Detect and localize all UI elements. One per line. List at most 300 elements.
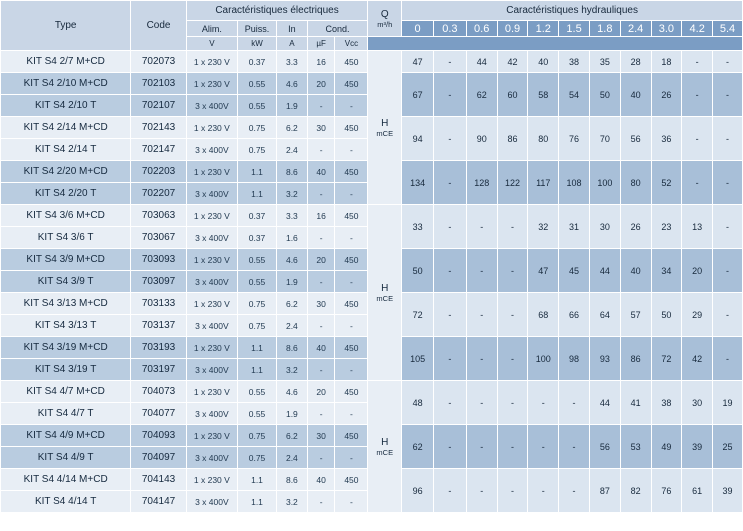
cell-head-7: 41	[620, 381, 651, 425]
cell-type: KIT S4 4/9 T	[1, 447, 131, 469]
cell-head-5: 98	[559, 337, 590, 381]
cell-alim: 3 x 400V	[186, 491, 237, 513]
cell-head-7: 28	[620, 51, 651, 73]
cell-in: 1.9	[277, 95, 308, 117]
cell-alim: 3 x 400V	[186, 359, 237, 381]
cell-type: KIT S4 3/19 M+CD	[1, 337, 131, 359]
cell-head-10: -	[713, 117, 743, 161]
cell-code: 704093	[131, 425, 186, 447]
cell-alim: 1 x 230 V	[186, 117, 237, 139]
unit-cond-uf: µF	[307, 37, 335, 51]
cell-head-3: 122	[497, 161, 528, 205]
cell-cond-vcc: 450	[335, 205, 368, 227]
cell-head-8: 72	[651, 337, 682, 381]
cell-code: 703193	[131, 337, 186, 359]
cell-in: 1.9	[277, 271, 308, 293]
cell-in: 3.2	[277, 491, 308, 513]
cell-puiss: 0.55	[238, 249, 277, 271]
cell-cond-vcc: 450	[335, 381, 368, 403]
cell-in: 1.6	[277, 227, 308, 249]
cell-alim: 1 x 230 V	[186, 293, 237, 315]
cell-head-5: 108	[559, 161, 590, 205]
cell-type: KIT S4 3/9 M+CD	[1, 249, 131, 271]
cell-puiss: 0.75	[238, 139, 277, 161]
cell-alim: 1 x 230 V	[186, 249, 237, 271]
group-header-electrical: Caractéristiques électriques	[186, 1, 368, 21]
cell-head-3: -	[497, 293, 528, 337]
cell-head-7: 57	[620, 293, 651, 337]
cell-type: KIT S4 2/7 M+CD	[1, 51, 131, 73]
cell-cond-uf: -	[307, 315, 335, 337]
cell-head-2: -	[466, 425, 497, 469]
cell-cond-vcc: -	[335, 95, 368, 117]
h-label: H	[381, 282, 389, 294]
cell-code: 704077	[131, 403, 186, 425]
cell-puiss: 0.75	[238, 117, 277, 139]
cell-in: 8.6	[277, 337, 308, 359]
cell-head-1: -	[433, 117, 466, 161]
cell-head-10: -	[713, 161, 743, 205]
cell-head-3: -	[497, 425, 528, 469]
cell-head-0: 72	[402, 293, 434, 337]
cell-head-4: 47	[528, 249, 559, 293]
cell-head-5: -	[559, 381, 590, 425]
cell-code: 704143	[131, 469, 186, 491]
cell-head-0: 48	[402, 381, 434, 425]
cell-puiss: 0.37	[238, 227, 277, 249]
h-unit-cell	[368, 205, 402, 381]
cell-alim: 1 x 230 V	[186, 161, 237, 183]
cell-head-6: 70	[589, 117, 620, 161]
cell-type: KIT S4 4/14 T	[1, 491, 131, 513]
flow-header-7: 2.4	[620, 21, 651, 37]
cell-alim: 3 x 400V	[186, 139, 237, 161]
cell-cond-vcc: 450	[335, 469, 368, 491]
cell-alim: 3 x 400V	[186, 95, 237, 117]
q-unit: m³/h	[377, 19, 393, 29]
cell-head-4: 40	[528, 51, 559, 73]
cell-head-7: 82	[620, 469, 651, 513]
cell-head-2: 128	[466, 161, 497, 205]
cell-cond-uf: -	[307, 227, 335, 249]
cell-head-7: 40	[620, 73, 651, 117]
cell-head-9: -	[682, 161, 713, 205]
cell-puiss: 0.37	[238, 51, 277, 73]
cell-puiss: 1.1	[238, 359, 277, 381]
cell-alim: 3 x 400V	[186, 447, 237, 469]
cell-head-8: 76	[651, 469, 682, 513]
cell-cond-uf: -	[307, 447, 335, 469]
cell-puiss: 1.1	[238, 183, 277, 205]
cell-head-3: -	[497, 205, 528, 249]
cell-head-4: 80	[528, 117, 559, 161]
cell-head-0: 134	[402, 161, 434, 205]
cell-head-5: -	[559, 469, 590, 513]
cell-alim: 3 x 400V	[186, 271, 237, 293]
cell-in: 3.2	[277, 359, 308, 381]
cell-head-3: -	[497, 381, 528, 425]
cell-cond-vcc: -	[335, 447, 368, 469]
cell-type: KIT S4 4/7 T	[1, 403, 131, 425]
flow-header-9: 4.2	[682, 21, 713, 37]
cell-cond-vcc: -	[335, 359, 368, 381]
unit-alim: V	[186, 37, 237, 51]
cell-head-3: 60	[497, 73, 528, 117]
cell-puiss: 1.1	[238, 469, 277, 491]
cell-type: KIT S4 2/14 T	[1, 139, 131, 161]
cell-head-2: 90	[466, 117, 497, 161]
cell-type: KIT S4 3/19 T	[1, 359, 131, 381]
cell-cond-uf: 16	[307, 51, 335, 73]
cell-head-6: 35	[589, 51, 620, 73]
cell-head-7: 53	[620, 425, 651, 469]
cell-type: KIT S4 2/10 T	[1, 95, 131, 117]
cell-head-4: 68	[528, 293, 559, 337]
cell-alim: 3 x 400V	[186, 183, 237, 205]
cell-head-2: -	[466, 337, 497, 381]
cell-in: 8.6	[277, 161, 308, 183]
cell-cond-vcc: -	[335, 227, 368, 249]
cell-head-2: 62	[466, 73, 497, 117]
cell-cond-vcc: -	[335, 491, 368, 513]
cell-cond-uf: -	[307, 183, 335, 205]
cell-head-0: 96	[402, 469, 434, 513]
unit-in: A	[277, 37, 308, 51]
cell-head-1: -	[433, 249, 466, 293]
cell-puiss: 0.55	[238, 271, 277, 293]
cell-in: 4.6	[277, 381, 308, 403]
group-header-hydraulic: Caractéristiques hydrauliques	[402, 1, 743, 21]
cell-head-4: 117	[528, 161, 559, 205]
cell-head-2: -	[466, 469, 497, 513]
cell-head-3: -	[497, 469, 528, 513]
cell-head-5: -	[559, 425, 590, 469]
table-body	[1, 51, 743, 513]
cell-head-3: 86	[497, 117, 528, 161]
cell-head-7: 86	[620, 337, 651, 381]
cell-head-10: -	[713, 337, 743, 381]
cell-cond-vcc: -	[335, 183, 368, 205]
cell-code: 702207	[131, 183, 186, 205]
cell-head-10: -	[713, 51, 743, 73]
cell-type: KIT S4 3/13 T	[1, 315, 131, 337]
cell-head-4: -	[528, 469, 559, 513]
col-header-code: Code	[131, 1, 186, 51]
cell-head-10: -	[713, 205, 743, 249]
flow-header-5: 1.5	[559, 21, 590, 37]
cell-head-8: 50	[651, 293, 682, 337]
cell-alim: 3 x 400V	[186, 315, 237, 337]
cell-in: 6.2	[277, 425, 308, 447]
cell-puiss: 0.75	[238, 447, 277, 469]
cell-in: 2.4	[277, 447, 308, 469]
hydraulic-spacer	[368, 37, 743, 51]
cell-cond-uf: 16	[307, 205, 335, 227]
cell-head-0: 67	[402, 73, 434, 117]
cell-head-2: -	[466, 293, 497, 337]
cell-in: 1.9	[277, 403, 308, 425]
cell-head-8: 52	[651, 161, 682, 205]
cell-code: 702073	[131, 51, 186, 73]
cell-head-6: 56	[589, 425, 620, 469]
cell-cond-uf: 30	[307, 293, 335, 315]
cell-head-0: 50	[402, 249, 434, 293]
cell-head-1: -	[433, 337, 466, 381]
cell-head-0: 47	[402, 51, 434, 73]
cell-head-3: -	[497, 249, 528, 293]
cell-code: 703067	[131, 227, 186, 249]
cell-head-2: -	[466, 249, 497, 293]
cell-head-2: -	[466, 205, 497, 249]
cell-code: 704073	[131, 381, 186, 403]
cell-cond-vcc: 450	[335, 293, 368, 315]
cell-head-5: 38	[559, 51, 590, 73]
cell-head-4: 32	[528, 205, 559, 249]
cell-head-4: -	[528, 381, 559, 425]
cell-alim: 1 x 230 V	[186, 469, 237, 491]
table-head	[1, 1, 743, 51]
cell-alim: 1 x 230 V	[186, 51, 237, 73]
cell-head-8: 34	[651, 249, 682, 293]
cell-head-10: 19	[713, 381, 743, 425]
cell-head-9: -	[682, 51, 713, 73]
cell-cond-uf: -	[307, 403, 335, 425]
cell-cond-vcc: 450	[335, 425, 368, 447]
cell-puiss: 0.55	[238, 73, 277, 95]
cell-in: 2.4	[277, 315, 308, 337]
cell-cond-uf: -	[307, 491, 335, 513]
cell-cond-uf: 40	[307, 469, 335, 491]
cell-head-5: 31	[559, 205, 590, 249]
cell-head-5: 66	[559, 293, 590, 337]
cell-code: 704147	[131, 491, 186, 513]
cell-head-0: 105	[402, 337, 434, 381]
cell-head-2: -	[466, 381, 497, 425]
cell-head-4: 58	[528, 73, 559, 117]
table-row	[1, 205, 743, 227]
cell-head-10: 39	[713, 469, 743, 513]
cell-cond-uf: 20	[307, 73, 335, 95]
cell-head-6: 93	[589, 337, 620, 381]
cell-cond-vcc: 450	[335, 337, 368, 359]
cell-code: 704097	[131, 447, 186, 469]
cell-puiss: 0.55	[238, 381, 277, 403]
flow-header-0: 0	[402, 21, 434, 37]
cell-puiss: 0.55	[238, 403, 277, 425]
cell-cond-uf: 30	[307, 425, 335, 447]
cell-head-9: 42	[682, 337, 713, 381]
cell-cond-uf: -	[307, 271, 335, 293]
cell-head-1: -	[433, 161, 466, 205]
cell-code: 703093	[131, 249, 186, 271]
cell-puiss: 1.1	[238, 491, 277, 513]
cell-in: 3.3	[277, 51, 308, 73]
cell-type: KIT S4 2/20 M+CD	[1, 161, 131, 183]
cell-cond-vcc: 450	[335, 249, 368, 271]
cell-head-9: 39	[682, 425, 713, 469]
cell-type: KIT S4 3/9 T	[1, 271, 131, 293]
cell-head-1: -	[433, 73, 466, 117]
cell-head-8: 36	[651, 117, 682, 161]
cell-head-5: 76	[559, 117, 590, 161]
cell-type: KIT S4 2/20 T	[1, 183, 131, 205]
cell-head-6: 87	[589, 469, 620, 513]
cell-alim: 1 x 230 V	[186, 381, 237, 403]
flow-header-1: 0.3	[433, 21, 466, 37]
cell-head-9: 13	[682, 205, 713, 249]
h-unit-cell	[368, 381, 402, 513]
col-header-q	[368, 1, 402, 37]
cell-puiss: 0.37	[238, 205, 277, 227]
cell-cond-vcc: -	[335, 403, 368, 425]
table-row	[1, 381, 743, 403]
cell-head-1: -	[433, 293, 466, 337]
cell-code: 703137	[131, 315, 186, 337]
cell-in: 4.6	[277, 73, 308, 95]
cell-head-5: 45	[559, 249, 590, 293]
cell-head-3: 42	[497, 51, 528, 73]
cell-head-1: -	[433, 425, 466, 469]
cell-type: KIT S4 3/6 T	[1, 227, 131, 249]
cell-head-7: 56	[620, 117, 651, 161]
cell-cond-vcc: -	[335, 271, 368, 293]
cell-alim: 1 x 230 V	[186, 73, 237, 95]
cell-head-9: 20	[682, 249, 713, 293]
cell-cond-uf: -	[307, 359, 335, 381]
cell-cond-uf: 40	[307, 161, 335, 183]
cell-head-8: 23	[651, 205, 682, 249]
cell-code: 702147	[131, 139, 186, 161]
cell-in: 4.6	[277, 249, 308, 271]
cell-cond-vcc: 450	[335, 51, 368, 73]
unit-cond-vcc: Vcc	[335, 37, 368, 51]
unit-puiss: kW	[238, 37, 277, 51]
cell-in: 8.6	[277, 469, 308, 491]
cell-head-7: 40	[620, 249, 651, 293]
cell-head-5: 54	[559, 73, 590, 117]
cell-cond-vcc: -	[335, 139, 368, 161]
col-header-puiss: Puiss.	[238, 21, 277, 37]
cell-head-1: -	[433, 469, 466, 513]
cell-in: 6.2	[277, 293, 308, 315]
cell-head-7: 26	[620, 205, 651, 249]
flow-header-10: 5.4	[713, 21, 743, 37]
cell-puiss: 1.1	[238, 337, 277, 359]
cell-type: KIT S4 3/13 M+CD	[1, 293, 131, 315]
cell-head-6: 44	[589, 381, 620, 425]
cell-in: 6.2	[277, 117, 308, 139]
cell-alim: 1 x 230 V	[186, 337, 237, 359]
cell-alim: 3 x 400V	[186, 403, 237, 425]
table-row	[1, 51, 743, 73]
cell-head-8: 38	[651, 381, 682, 425]
col-header-type: Type	[1, 1, 131, 51]
flow-header-4: 1.2	[528, 21, 559, 37]
cell-head-1: -	[433, 205, 466, 249]
cell-cond-uf: -	[307, 95, 335, 117]
flow-header-2: 0.6	[466, 21, 497, 37]
cell-head-3: -	[497, 337, 528, 381]
cell-puiss: 1.1	[238, 161, 277, 183]
cell-head-1: -	[433, 381, 466, 425]
cell-alim: 3 x 400V	[186, 227, 237, 249]
cell-head-8: 26	[651, 73, 682, 117]
cell-cond-vcc: 450	[335, 73, 368, 95]
flow-header-3: 0.9	[497, 21, 528, 37]
cell-head-9: -	[682, 73, 713, 117]
cell-code: 703133	[131, 293, 186, 315]
cell-type: KIT S4 4/14 M+CD	[1, 469, 131, 491]
cell-head-4: 100	[528, 337, 559, 381]
h-unit-cell	[368, 51, 402, 205]
cell-head-6: 64	[589, 293, 620, 337]
flow-header-6: 1.8	[589, 21, 620, 37]
cell-type: KIT S4 2/14 M+CD	[1, 117, 131, 139]
cell-puiss: 0.55	[238, 95, 277, 117]
cell-head-6: 100	[589, 161, 620, 205]
cell-type: KIT S4 4/7 M+CD	[1, 381, 131, 403]
h-unit: mCE	[376, 128, 394, 138]
cell-type: KIT S4 3/6 M+CD	[1, 205, 131, 227]
cell-code: 703063	[131, 205, 186, 227]
cell-head-10: 25	[713, 425, 743, 469]
cell-head-6: 50	[589, 73, 620, 117]
cell-head-2: 44	[466, 51, 497, 73]
cell-cond-uf: 40	[307, 337, 335, 359]
cell-cond-uf: -	[307, 139, 335, 161]
cell-head-10: -	[713, 293, 743, 337]
h-unit: mCE	[376, 447, 394, 457]
cell-head-8: 18	[651, 51, 682, 73]
cell-puiss: 0.75	[238, 315, 277, 337]
cell-head-7: 80	[620, 161, 651, 205]
cell-head-4: -	[528, 425, 559, 469]
h-label: H	[381, 436, 389, 448]
cell-cond-uf: 20	[307, 249, 335, 271]
cell-head-6: 30	[589, 205, 620, 249]
col-header-in: In	[277, 21, 308, 37]
cell-code: 702143	[131, 117, 186, 139]
h-unit: mCE	[376, 293, 394, 303]
cell-head-8: 49	[651, 425, 682, 469]
cell-head-10: -	[713, 249, 743, 293]
cell-type: KIT S4 4/9 M+CD	[1, 425, 131, 447]
cell-cond-uf: 20	[307, 381, 335, 403]
cell-head-9: 29	[682, 293, 713, 337]
cell-alim: 1 x 230 V	[186, 425, 237, 447]
col-header-cond: Cond.	[307, 21, 368, 37]
cell-head-9: -	[682, 117, 713, 161]
cell-in: 2.4	[277, 139, 308, 161]
cell-head-1: -	[433, 51, 466, 73]
cell-cond-uf: 30	[307, 117, 335, 139]
cell-code: 702203	[131, 161, 186, 183]
cell-head-6: 44	[589, 249, 620, 293]
q-label: Q	[380, 8, 389, 20]
cell-code: 703097	[131, 271, 186, 293]
col-header-alim: Alim.	[186, 21, 237, 37]
cell-code: 703197	[131, 359, 186, 381]
cell-cond-vcc: -	[335, 315, 368, 337]
cell-head-9: 30	[682, 381, 713, 425]
cell-code: 702107	[131, 95, 186, 117]
cell-in: 3.2	[277, 183, 308, 205]
cell-alim: 1 x 230 V	[186, 205, 237, 227]
cell-type: KIT S4 2/10 M+CD	[1, 73, 131, 95]
flow-header-8: 3.0	[651, 21, 682, 37]
cell-head-0: 62	[402, 425, 434, 469]
cell-head-0: 94	[402, 117, 434, 161]
